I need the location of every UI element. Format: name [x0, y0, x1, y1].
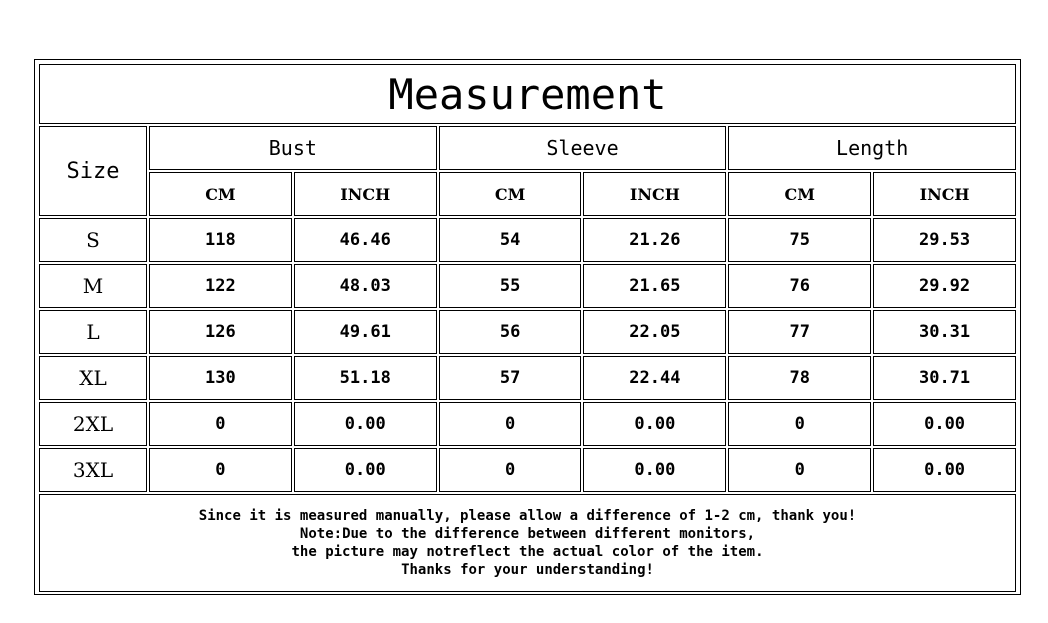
bust-cm-cell: 0: [149, 448, 292, 492]
length-inch-cell: 0.00: [873, 402, 1016, 446]
group-header-row: [39, 126, 1016, 170]
notes-box: [39, 494, 1016, 592]
size-cell: 2XL: [39, 402, 147, 446]
sleeve-cm-cell: 0: [439, 448, 582, 492]
size-column-header: Size: [39, 126, 147, 216]
sleeve-cm-cell: 55: [439, 264, 582, 308]
size-cell: L: [39, 310, 147, 354]
length-cm-cell: 0: [728, 448, 871, 492]
bust-inch-cell: 0.00: [294, 448, 437, 492]
unit-header-row: [39, 172, 1016, 216]
sleeve-cm-header: CM: [439, 172, 582, 216]
sleeve-inch-cell: 0.00: [583, 402, 726, 446]
size-cell: M: [39, 264, 147, 308]
measurement-table: [37, 62, 1018, 594]
length-cm-cell: 78: [728, 356, 871, 400]
note-line: Note:Due to the difference between different monitors,: [299, 526, 756, 542]
bust-cm-cell: 118: [149, 218, 292, 262]
table-row: [39, 356, 1016, 400]
length-cm-cell: 77: [728, 310, 871, 354]
table-row: [39, 218, 1016, 262]
length-inch-header: INCH: [873, 172, 1016, 216]
length-inch-cell: 0.00: [873, 448, 1016, 492]
bust-cm-cell: 0: [149, 402, 292, 446]
bust-cm-cell: 126: [149, 310, 292, 354]
note-line: Since it is measured manually, please allow a difference of 1-2 cm, thank you!: [198, 508, 857, 524]
sleeve-inch-cell: 22.05: [583, 310, 726, 354]
bust-cm-cell: 130: [149, 356, 292, 400]
sleeve-inch-header: INCH: [583, 172, 726, 216]
sleeve-cm-cell: 57: [439, 356, 582, 400]
length-inch-cell: 30.31: [873, 310, 1016, 354]
page-title: Measurement: [39, 64, 1016, 124]
bust-inch-cell: 0.00: [294, 402, 437, 446]
sleeve-inch-cell: 21.26: [583, 218, 726, 262]
bust-inch-cell: 46.46: [294, 218, 437, 262]
title-row: [39, 64, 1016, 124]
note-line: the picture may notreflect the actual color of the item.: [291, 544, 764, 560]
length-inch-cell: 30.71: [873, 356, 1016, 400]
table-row: [39, 402, 1016, 446]
bust-cm-cell: 122: [149, 264, 292, 308]
length-cm-cell: 76: [728, 264, 871, 308]
bust-inch-cell: 51.18: [294, 356, 437, 400]
table-row: [39, 310, 1016, 354]
length-cm-cell: 75: [728, 218, 871, 262]
bust-inch-header: INCH: [294, 172, 437, 216]
bust-cm-header: CM: [149, 172, 292, 216]
length-header: Length: [728, 126, 1016, 170]
bust-header: Bust: [149, 126, 437, 170]
sleeve-cm-cell: 0: [439, 402, 582, 446]
table-row: [39, 264, 1016, 308]
length-cm-cell: 0: [728, 402, 871, 446]
size-cell: XL: [39, 356, 147, 400]
size-cell: S: [39, 218, 147, 262]
notes-row: [39, 494, 1016, 592]
bust-inch-cell: 48.03: [294, 264, 437, 308]
sleeve-header: Sleeve: [439, 126, 727, 170]
measurement-chart: [34, 59, 1021, 595]
length-cm-header: CM: [728, 172, 871, 216]
sleeve-inch-cell: 22.44: [583, 356, 726, 400]
bust-inch-cell: 49.61: [294, 310, 437, 354]
size-cell: 3XL: [39, 448, 147, 492]
sleeve-cm-cell: 54: [439, 218, 582, 262]
sleeve-inch-cell: 0.00: [583, 448, 726, 492]
sleeve-cm-cell: 56: [439, 310, 582, 354]
table-row: [39, 448, 1016, 492]
sleeve-inch-cell: 21.65: [583, 264, 726, 308]
length-inch-cell: 29.53: [873, 218, 1016, 262]
length-inch-cell: 29.92: [873, 264, 1016, 308]
note-line: Thanks for your understanding!: [401, 562, 654, 578]
